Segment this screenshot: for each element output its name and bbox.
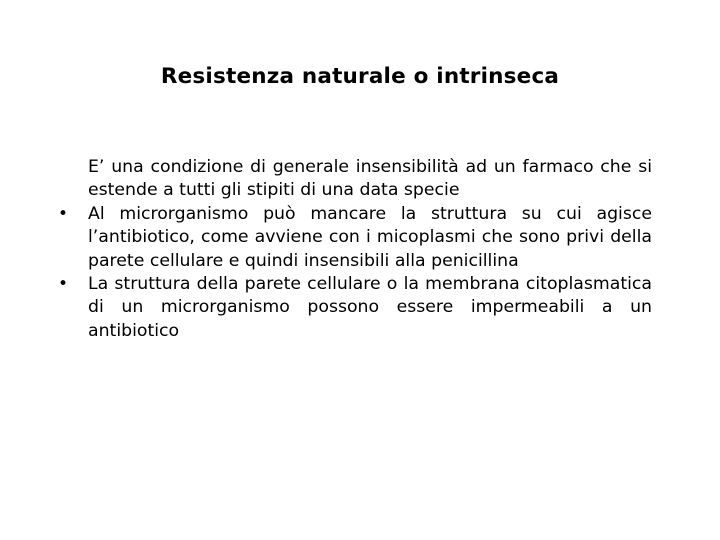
bullet-marker: • — [58, 203, 69, 224]
list-item-text: E’ una condizione di generale insensibilità ad un farmaco che si estende a tutti gli stipiti di una data specie — [88, 157, 652, 201]
list-item — [50, 273, 652, 343]
bullet-marker: • — [58, 274, 69, 295]
list-item-text: Al microrganismo può mancare la struttura su cui agisce l’antibiotico, come avviene con i micoplasmi che sono privi della parete cellulare e quindi insensibili alla penicillina — [88, 203, 652, 271]
list-item — [50, 203, 652, 273]
list-item-text: La struttura della parete cellulare o la membrana citoplasmatica di un microrganismo possono essere impermeabili a un antibiotico — [88, 274, 652, 341]
list-item — [50, 156, 652, 203]
slide-title: Resistenza naturale o intrinseca — [160, 64, 560, 89]
slide-body — [50, 156, 652, 343]
